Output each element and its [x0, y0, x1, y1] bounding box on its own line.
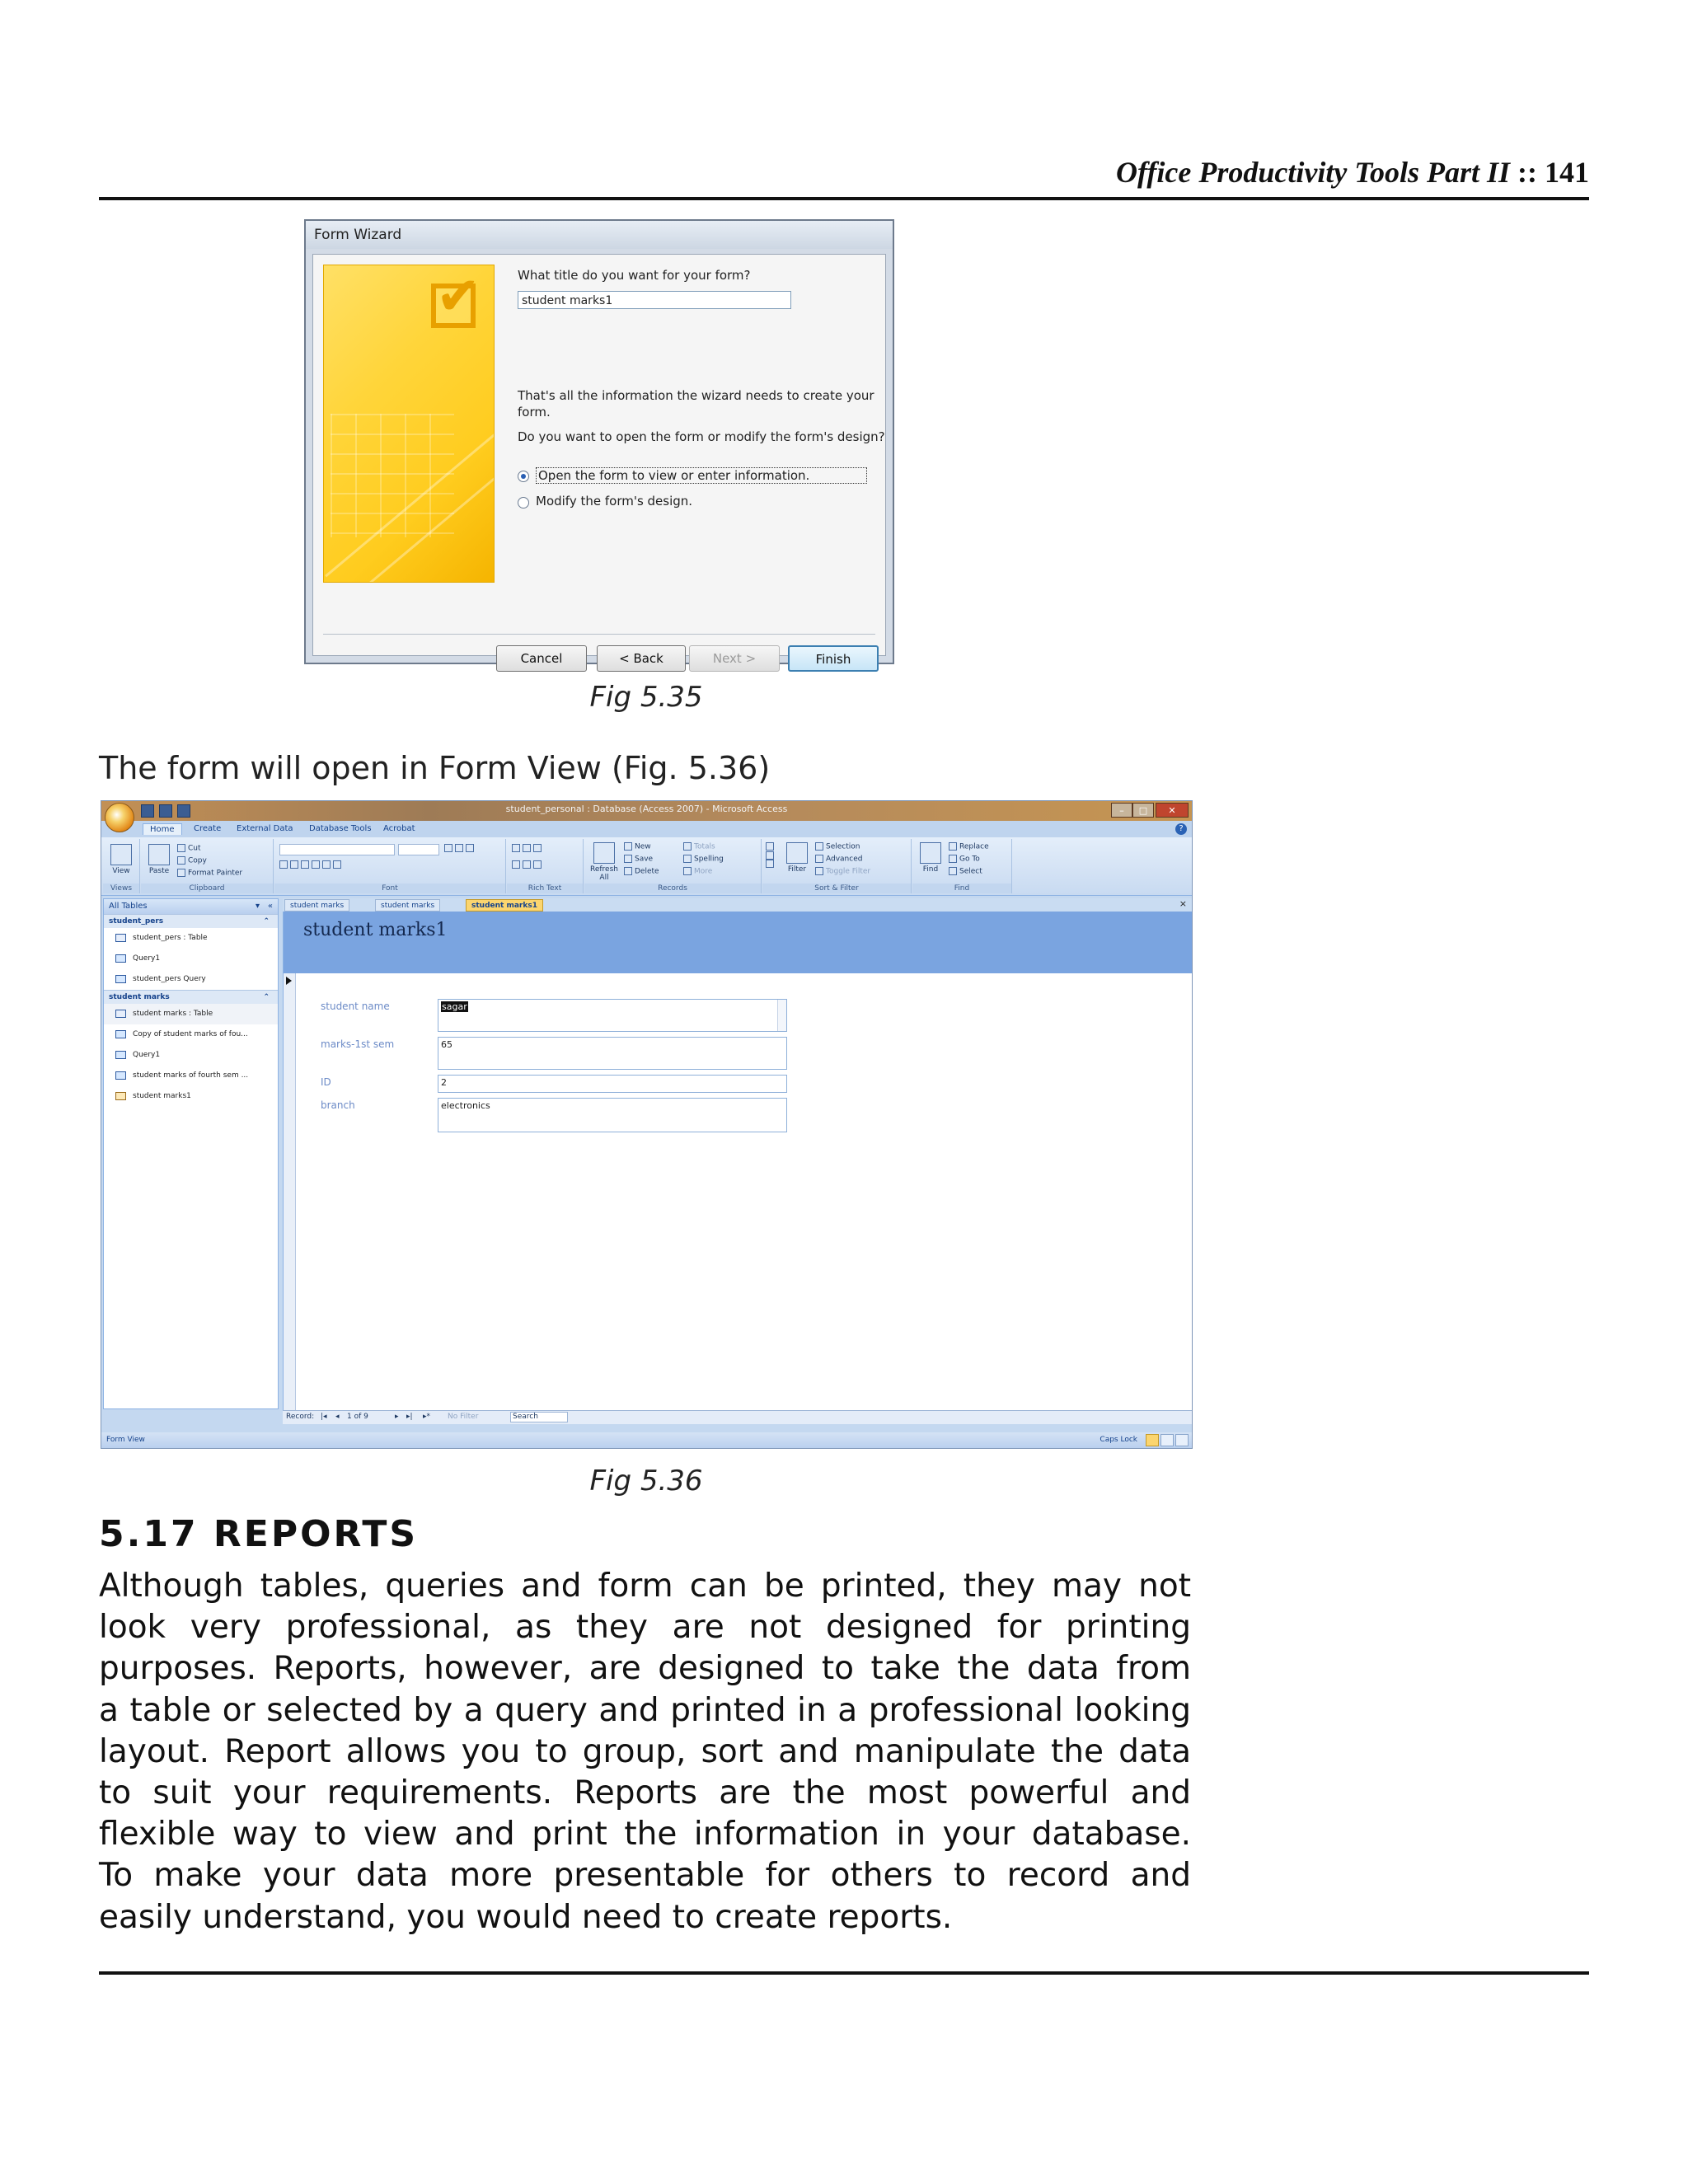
- minimize-button[interactable]: –: [1111, 803, 1132, 818]
- field-scrollbar[interactable]: [777, 1000, 786, 1031]
- paragraph-line: To make your data more presentable for others to record and: [99, 1857, 1191, 1895]
- records-group-label: Records: [584, 883, 761, 893]
- view-switcher: [1146, 1434, 1189, 1446]
- format-painter-icon: [177, 869, 185, 877]
- record-navigation: [283, 1410, 1192, 1424]
- fill-color-icon: [322, 860, 331, 869]
- nav-item-student-pers-table[interactable]: student_pers : Table: [104, 928, 278, 949]
- id-label: ID: [321, 1076, 331, 1088]
- copy-button[interactable]: Copy: [177, 856, 207, 865]
- tab-home[interactable]: Home: [143, 823, 182, 835]
- align-icons[interactable]: [444, 844, 476, 853]
- nav-item-student-marks-table[interactable]: student marks : Table: [104, 1004, 278, 1024]
- access-window: [101, 800, 1193, 1449]
- form-title: student marks1: [303, 920, 448, 940]
- spelling-icon: [683, 855, 692, 863]
- nav-group-student-pers[interactable]: student_pers ⌃: [104, 914, 278, 928]
- sort-icons[interactable]: [766, 842, 776, 869]
- modify-design-label[interactable]: Modify the form's design.: [536, 494, 693, 509]
- nav-group-student-marks[interactable]: student marks ⌃: [104, 990, 278, 1004]
- marks-1st-sem-field[interactable]: 65: [438, 1037, 787, 1070]
- wizard-illustration: [323, 265, 495, 583]
- fig-5-35-caption: Fig 5.35: [589, 681, 703, 714]
- layout-view-icon[interactable]: [1160, 1434, 1174, 1446]
- gridlines-icon: [333, 860, 341, 869]
- sort-filter-group-label: Sort & Filter: [762, 883, 911, 893]
- last-record-icon[interactable]: ▸|: [406, 1413, 413, 1421]
- nav-pane-header[interactable]: All Tables ▾ «: [104, 899, 278, 914]
- bold-icon: [279, 860, 288, 869]
- filter-button[interactable]: Filter: [782, 842, 812, 874]
- redo-icon[interactable]: [177, 804, 190, 818]
- nav-item-query1[interactable]: Query1: [104, 949, 278, 969]
- view-icon: [110, 844, 132, 865]
- collapse-group-icon[interactable]: ⌃: [263, 917, 270, 926]
- selection-icon: [815, 842, 823, 851]
- indent-icons[interactable]: [512, 844, 544, 853]
- title-question: What title do you want for your form?: [518, 268, 751, 283]
- sort-ascending-icon: [766, 842, 774, 851]
- paragraph-line: look very professional, as they are not designed for printing: [99, 1609, 1191, 1647]
- previous-record-icon[interactable]: ◂: [335, 1413, 340, 1421]
- record-label: Record:: [286, 1413, 315, 1421]
- marks-1st-sem-label: marks-1st sem: [321, 1038, 395, 1050]
- clipboard-group: [141, 839, 274, 893]
- paragraph-line: layout. Report allows you to group, sort and manipulate the data: [99, 1732, 1191, 1770]
- ribbon-tabs: [101, 821, 1192, 837]
- save-record-button[interactable]: Save: [624, 855, 653, 864]
- toggle-filter-icon: [815, 867, 823, 875]
- font-name-select[interactable]: [279, 844, 395, 855]
- title-bar: [101, 801, 1192, 821]
- query-icon: [115, 954, 126, 963]
- table-icon: [115, 934, 126, 942]
- query-icon: [115, 1071, 126, 1080]
- query-icon: [115, 1051, 126, 1059]
- sort-filter-group: [762, 839, 912, 893]
- new-record-icon: [624, 842, 632, 851]
- intro-text: The form will open in Form View (Fig. 5.36): [99, 750, 771, 786]
- totals-icon: [683, 842, 692, 851]
- form-view-icon[interactable]: [1146, 1434, 1159, 1446]
- form-header: [284, 912, 1193, 973]
- branch-label: branch: [321, 1099, 355, 1111]
- italic-icon: [290, 860, 298, 869]
- paste-icon: [148, 844, 170, 865]
- save-icon[interactable]: [141, 804, 154, 818]
- tab-acrobat[interactable]: Acrobat: [383, 824, 415, 833]
- toggle-filter-button[interactable]: Toggle Filter: [815, 867, 870, 876]
- footer-rule: [99, 1971, 1589, 1975]
- copy-icon: [177, 856, 185, 865]
- dialog-title: Form Wizard: [306, 221, 893, 249]
- student-name-label: student name: [321, 1001, 390, 1012]
- nav-item-fourth-sem-query[interactable]: student marks of fourth sem ...: [104, 1066, 278, 1086]
- paragraph-line: purposes. Reports, however, are designed to take the data from: [99, 1650, 1191, 1688]
- doc-tab-student-marks1-form[interactable]: student marks1: [466, 899, 543, 912]
- font-size-select[interactable]: [398, 844, 439, 855]
- cancel-button[interactable]: Cancel: [496, 645, 587, 672]
- table-icon: [115, 1010, 126, 1018]
- status-view-name: Form View: [106, 1436, 145, 1444]
- page-header: [99, 155, 1589, 190]
- office-button[interactable]: [105, 803, 134, 832]
- close-document-icon[interactable]: ×: [1179, 898, 1187, 909]
- nav-item-student-marks1-form[interactable]: student marks1: [104, 1086, 278, 1107]
- tab-database-tools[interactable]: Database Tools: [309, 824, 372, 833]
- doc-tab-student-marks-table[interactable]: student marks: [284, 899, 349, 912]
- font-group: [274, 839, 506, 893]
- navigation-pane: [103, 898, 279, 1409]
- form-icon: [115, 1092, 126, 1100]
- selection-button[interactable]: Selection: [815, 842, 860, 851]
- info-line-1: That's all the information the wizard needs to create your: [518, 388, 874, 403]
- next-record-icon[interactable]: ▸: [395, 1413, 399, 1421]
- running-title: Office Productivity Tools Part II: [1116, 156, 1511, 189]
- font-group-label: Font: [274, 883, 505, 893]
- find-group: [912, 839, 1012, 893]
- id-field[interactable]: 2: [438, 1075, 787, 1093]
- form-wizard-dialog: [304, 219, 894, 667]
- tab-external-data[interactable]: External Data: [237, 824, 293, 833]
- format-painter-button[interactable]: Format Painter: [177, 869, 242, 878]
- query-icon: [115, 1030, 126, 1038]
- window-title: student_personal : Database (Access 2007) - Microsoft Access: [505, 804, 788, 814]
- design-view-icon[interactable]: [1175, 1434, 1189, 1446]
- paragraph-line: to suit your requirements. Reports are the most powerful and: [99, 1774, 1191, 1811]
- form-view: [283, 912, 1193, 1410]
- find-button[interactable]: Find: [916, 842, 945, 874]
- filter-icon: [786, 842, 808, 864]
- open-form-radio[interactable]: [518, 471, 529, 482]
- info-line-2: form.: [518, 405, 551, 419]
- rich-text-group-label: Rich Text: [507, 883, 583, 893]
- undo-icon[interactable]: [159, 804, 172, 818]
- ribbon: [101, 837, 1192, 896]
- nav-item-copy-query[interactable]: Copy of student marks of fou...: [104, 1024, 278, 1045]
- nav-item-student-pers-query[interactable]: student_pers Query: [104, 969, 278, 990]
- header-rule: [99, 197, 1589, 200]
- paragraph-line: easily understand, you would need to create reports.: [99, 1898, 953, 1936]
- page-number: 141: [1545, 156, 1589, 189]
- section-heading: 5.17 REPORTS: [99, 1513, 419, 1555]
- views-group-label: Views: [103, 883, 139, 893]
- spelling-button[interactable]: Spelling: [683, 855, 724, 864]
- paste-button[interactable]: Paste: [144, 844, 174, 875]
- select-icon: [949, 867, 957, 875]
- collapse-pane-icon[interactable]: «: [267, 902, 273, 911]
- header-separator: ::: [1517, 156, 1537, 189]
- close-button[interactable]: ✕: [1156, 803, 1189, 818]
- chevron-down-icon[interactable]: ▾: [255, 902, 260, 911]
- more-icon: [683, 867, 692, 875]
- delete-icon: [624, 867, 632, 875]
- sort-descending-icon: [766, 851, 774, 860]
- go-to-icon: [949, 855, 957, 863]
- dialog-divider: [323, 634, 875, 635]
- back-button[interactable]: < Back: [597, 645, 686, 672]
- dialog-body: [312, 254, 886, 667]
- view-button[interactable]: View: [108, 844, 134, 875]
- advanced-icon: [815, 855, 823, 863]
- record-search-input[interactable]: Search: [510, 1412, 568, 1422]
- tab-create[interactable]: Create: [194, 824, 222, 833]
- maximize-button[interactable]: □: [1132, 803, 1154, 818]
- list-icons[interactable]: [512, 860, 544, 869]
- select-button[interactable]: Select: [949, 867, 982, 876]
- status-bar: [101, 1432, 1192, 1449]
- new-record-icon[interactable]: ▸*: [423, 1413, 431, 1421]
- quick-access-toolbar: [141, 804, 190, 818]
- binoculars-icon: [920, 842, 941, 864]
- refresh-all-button[interactable]: Refresh All: [588, 842, 621, 882]
- student-name-field[interactable]: sagar: [438, 999, 787, 1032]
- record-selector[interactable]: [284, 973, 296, 1410]
- paragraph-line: a table or selected by a query and printed in a professional looking: [99, 1691, 1191, 1729]
- views-group: [103, 839, 140, 893]
- checkmark-icon: ✔: [436, 266, 481, 327]
- replace-button[interactable]: Replace: [949, 842, 989, 851]
- replace-icon: [949, 842, 957, 851]
- help-icon[interactable]: ?: [1175, 823, 1187, 835]
- cut-button[interactable]: Cut: [177, 844, 201, 853]
- rich-text-group: [507, 839, 584, 893]
- paragraph-line: Although tables, queries and form can be printed, they may not: [99, 1568, 1191, 1605]
- branch-field[interactable]: electronics: [438, 1098, 787, 1132]
- clear-sort-icon: [766, 860, 774, 868]
- cut-icon: [177, 844, 185, 852]
- open-form-label[interactable]: Open the form to view or enter information.: [536, 467, 867, 484]
- next-button[interactable]: Next >: [689, 645, 780, 672]
- records-group: [584, 839, 762, 893]
- totals-button[interactable]: Totals: [683, 842, 715, 851]
- modify-design-radio[interactable]: [518, 497, 529, 509]
- go-to-button[interactable]: Go To: [949, 855, 980, 864]
- document-tabs: [283, 898, 1192, 912]
- query-icon: [115, 975, 126, 983]
- first-record-icon[interactable]: |◂: [321, 1413, 327, 1421]
- advanced-button[interactable]: Advanced: [815, 855, 862, 864]
- refresh-icon: [593, 842, 615, 864]
- font-color-icon: [312, 860, 320, 869]
- fig-5-36-caption: Fig 5.36: [589, 1465, 703, 1497]
- open-or-modify-question: Do you want to open the form or modify the form's design?: [518, 429, 885, 444]
- form-title-input[interactable]: student marks1: [518, 291, 791, 309]
- doc-tab-student-marks-query[interactable]: student marks: [375, 899, 440, 912]
- clipboard-group-label: Clipboard: [141, 883, 273, 893]
- collapse-group-icon[interactable]: ⌃: [263, 993, 270, 1001]
- reports-paragraph: [99, 1566, 1191, 1938]
- paragraph-line: flexible way to view and print the information in your database.: [99, 1816, 1191, 1854]
- nav-item-query1-marks[interactable]: Query1: [104, 1045, 278, 1066]
- save-record-icon: [624, 855, 632, 863]
- finish-button[interactable]: Finish: [788, 645, 879, 672]
- underline-icon: [301, 860, 309, 869]
- find-group-label: Find: [912, 883, 1011, 893]
- format-icons[interactable]: [279, 860, 344, 869]
- delete-record-button[interactable]: Delete: [624, 867, 659, 876]
- caps-lock-indicator: Caps Lock: [1100, 1436, 1137, 1444]
- record-position[interactable]: 1 of 9: [347, 1413, 368, 1421]
- no-filter-indicator[interactable]: No Filter: [448, 1413, 479, 1421]
- new-record-button[interactable]: New: [624, 842, 651, 851]
- more-button[interactable]: More: [683, 867, 712, 876]
